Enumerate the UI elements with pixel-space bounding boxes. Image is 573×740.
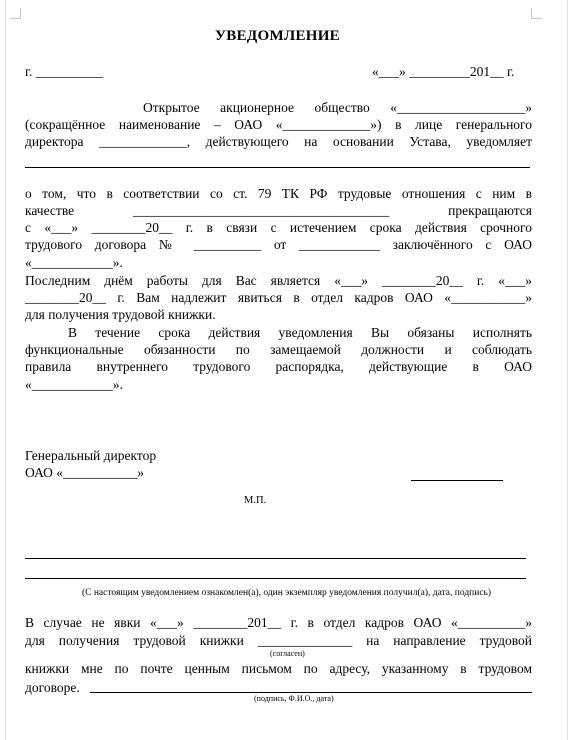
text-line: Открытое акционерное общество «___________________» [143, 100, 532, 115]
text-line: «____________». [25, 255, 123, 270]
text-line: директора _____________, действующего на основании Устава, уведомляет [25, 134, 532, 149]
signature-line [411, 480, 503, 481]
text-line: правила внутреннего трудового распорядка, действующие в ОАО [25, 359, 532, 374]
text-line: ________20__ г. Вам надлежит явиться в отдел кадров ОАО «___________» [25, 290, 532, 305]
text-line: трудового договора № __________ от ____________ заключённого с ОАО [25, 237, 532, 252]
text-line: (сокращённое наименование – ОАО «_____________») в лице генерального [25, 117, 532, 132]
signatory-company: ОАО «___________» [25, 465, 145, 480]
acknowledgement-caption: (С настоящим уведомлением ознакомлен(а), один экземпляр уведомления получил(а), дата, подпись) [81, 588, 492, 598]
margin-corner-marker [10, 8, 21, 19]
acknowledgement-line [25, 558, 526, 559]
blank-line [25, 167, 530, 168]
text-line: с «___» ________20__ г. в связи с истечением срока действия срочного [25, 220, 532, 235]
signature-line [90, 692, 532, 693]
page-right-edge [567, 0, 568, 740]
text-line: «____________». [25, 377, 123, 392]
document-title: УВЕДОМЛЕНИЕ [215, 28, 340, 44]
text-line: для получения трудовой книжки ______________ на направление трудовой [25, 633, 532, 648]
date-field: «___» _________201__ г. [372, 64, 515, 79]
city-field: г. __________ [25, 64, 104, 79]
text-line: о том, что в соответствии со ст. 79 ТК РФ трудовые отношения с ним в [25, 186, 532, 201]
margin-corner-marker [531, 8, 542, 19]
text-line: книжки мне по почте ценным письмом по адресу, указанному в трудовом [25, 661, 532, 676]
text-line: качестве ______________________________________ прекращаются [25, 203, 532, 218]
text-line: договоре. [25, 680, 80, 695]
text-line: В течение срока действия уведомления Вы обязаны исполнять [68, 325, 532, 340]
consent-caption: (согласен) [270, 649, 305, 658]
signatory-position: Генеральный директор [25, 448, 157, 463]
text-line: Последним днём работы для Вас является «___» ________20__ г. «___» [25, 273, 532, 288]
text-line: функциональные обязанности по замещаемой должности и соблюдать [25, 342, 532, 357]
stamp-placeholder: М.П. [244, 495, 267, 506]
page-left-edge [5, 0, 6, 740]
text-line: для получения трудовой книжки. [25, 307, 216, 322]
signature-caption: (подпись, Ф.И.О., дата) [254, 694, 334, 703]
text-line: В случае не явки «___» ________201__ г. в отдел кадров ОАО «__________» [25, 615, 532, 630]
acknowledgement-line [25, 578, 526, 579]
